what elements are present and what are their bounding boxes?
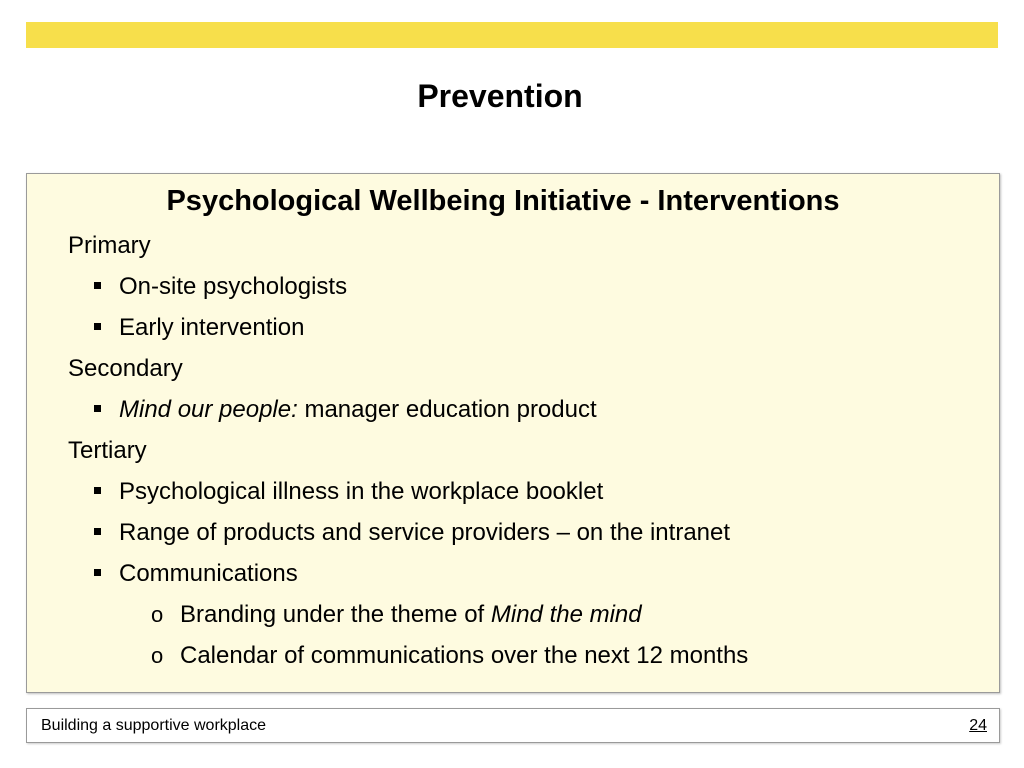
top-accent-bar [26, 22, 998, 48]
italic-text: Mind the mind [490, 601, 642, 628]
italic-text: Mind our people: [119, 396, 298, 423]
list-item: Early intervention [119, 314, 305, 341]
square-bullet-icon [94, 405, 101, 412]
list-item [119, 396, 597, 424]
section-tertiary-label: Tertiary [68, 437, 147, 464]
footer-text: Building a supportive workplace [41, 717, 267, 734]
list-item: Range of products and service providers – on the intranet [119, 519, 731, 546]
section-secondary-label: Secondary [68, 355, 183, 382]
list-item: Communications [119, 560, 298, 587]
square-bullet-icon [94, 569, 101, 576]
page-number: 24 [969, 717, 987, 734]
square-bullet-icon [94, 323, 101, 330]
section-primary-label: Primary [68, 232, 151, 259]
circle-bullet-icon: o [151, 643, 164, 668]
list-item: Psychological illness in the workplace booklet [119, 478, 604, 505]
footer [26, 708, 1000, 743]
list-item: On-site psychologists [119, 273, 348, 300]
box-heading: Psychological Wellbeing Initiative - Interventions [166, 185, 840, 217]
list-item-text: manager education product [297, 396, 597, 423]
sub-list-item: Calendar of communications over the next 12 months [180, 642, 749, 669]
square-bullet-icon [94, 487, 101, 494]
circle-bullet-icon: o [151, 602, 164, 627]
square-bullet-icon [94, 528, 101, 535]
sub-list-item [180, 601, 642, 629]
content-box [26, 173, 1000, 693]
slide-title: Prevention [417, 78, 583, 114]
square-bullet-icon [94, 282, 101, 289]
sub-list-item-text: Branding under the theme of [180, 601, 491, 628]
